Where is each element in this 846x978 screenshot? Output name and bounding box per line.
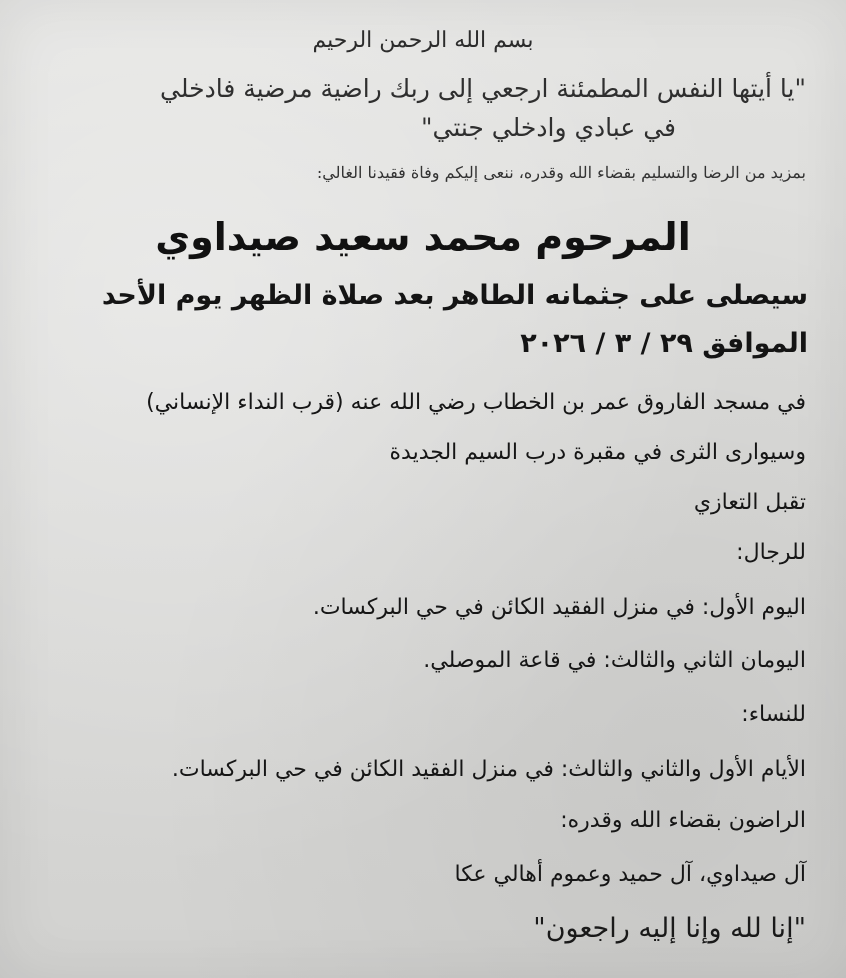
funeral-prayer-line: سيصلى على جثمانه الطاهر بعد صلاة الظهر يوم الأحد (101, 280, 808, 311)
women-heading: للنساء: (741, 702, 806, 727)
women-days: الأيام الأول والثاني والثالث: في منزل الفقيد الكائن في حي البركسات. (171, 757, 806, 782)
closing-verse: "إنا لله وإنا إليه راجعون" (533, 913, 806, 944)
funeral-date-line: الموافق ٢٩ / ٣ / ٢٠٢٦ (520, 328, 808, 359)
mosque-location: في مسجد الفاروق عمر بن الخطاب رضي الله عنه (قرب النداء الإنساني) (146, 390, 806, 415)
men-days-two-three: اليومان الثاني والثالث: في قاعة الموصلي. (423, 648, 806, 673)
condolences-heading: تقبل التعازي (693, 490, 806, 515)
announcement-intro: بمزيد من الرضا والتسليم بقضاء الله وقدره، ننعى إليكم وفاة فقيدنا الغالي: (316, 163, 806, 182)
quran-verse-line-2: في عبادي وادخلي جنتي" (420, 113, 676, 142)
basmala-header: بسم الله الرحمن الرحيم (312, 28, 534, 53)
burial-location: وسيوارى الثرى في مقبرة درب السيم الجديدة (389, 440, 806, 465)
mourning-families: آل صيداوي، آل حميد وعموم أهالي عكا (454, 862, 806, 887)
men-heading: للرجال: (736, 540, 806, 565)
mourners-heading: الراضون بقضاء الله وقدره: (560, 808, 806, 833)
men-day-one: اليوم الأول: في منزل الفقيد الكائن في حي البركسات. (312, 595, 806, 620)
quran-verse-line-1: "يا أيتها النفس المطمئنة ارجعي إلى ربك راضية مرضية فادخلي (160, 74, 806, 103)
deceased-name-title: المرحوم محمد سعيد صيداوي (155, 215, 691, 259)
